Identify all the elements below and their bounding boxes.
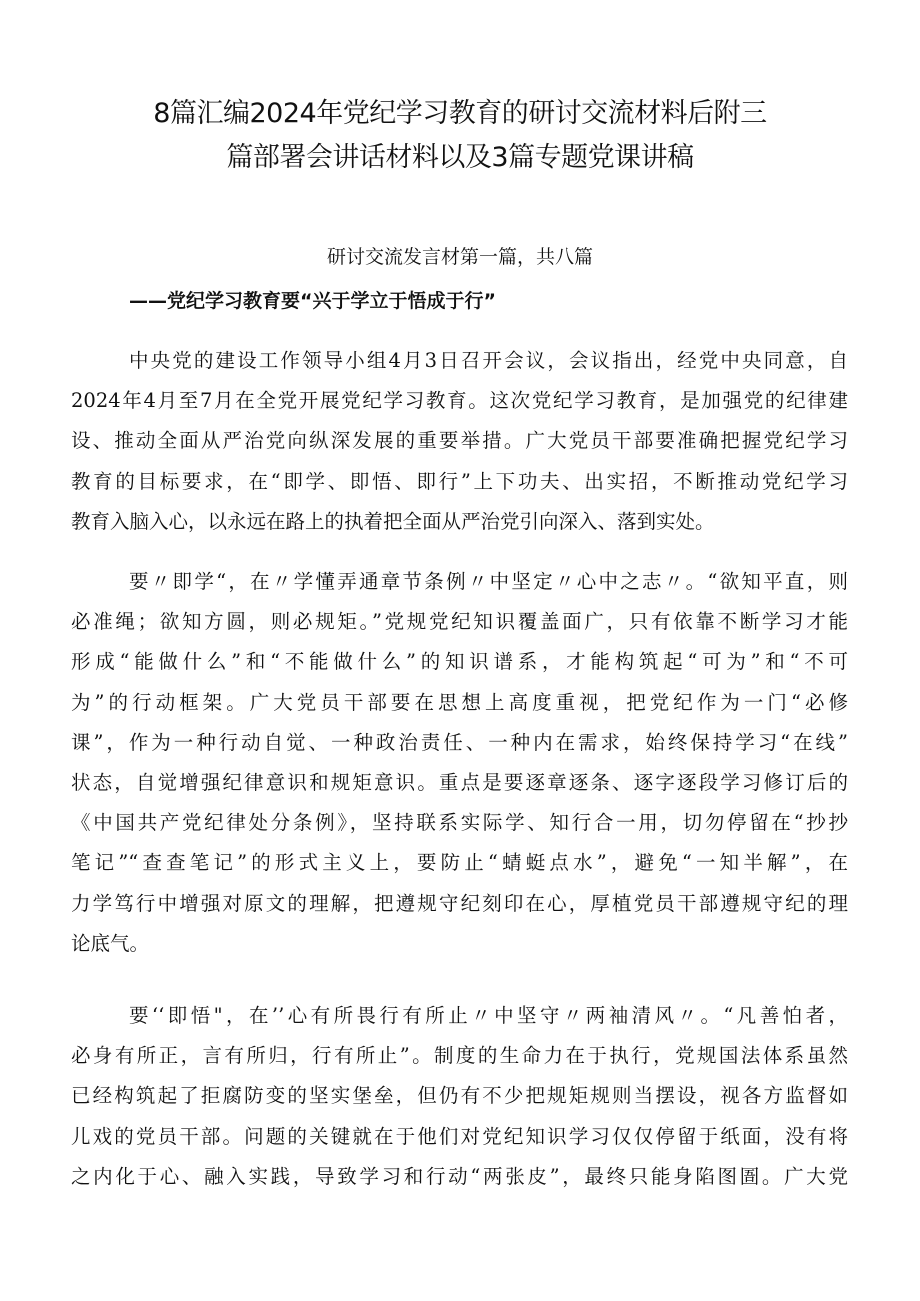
paragraph-line: 教育入脑入心，以永远在路上的执着把全面从严治党引向深入、落到实处。 <box>71 509 715 533</box>
paragraph-line: 教育的目标要求，在“即学、即悟、即行”上下功夫、出实招，不断推动党纪学习 <box>71 469 848 493</box>
paragraph-line: 力学笃行中增强对原文的理解，把遵规守纪刻印在心，厚植党员干部遵规守纪的理 <box>71 891 848 915</box>
section-tagline: ——党纪学习教育要“兴于学立于悟成于行” <box>129 290 496 312</box>
paragraph-line: 状态，自觉增强纪律意识和规矩意识。重点是要逐章逐条、逐字逐段学习修订后的 <box>71 771 848 794</box>
paragraph-line: 儿戏的党员干部。问题的关键就在于他们对党纪知识学习仅仅停留于纸面，没有将 <box>71 1124 848 1148</box>
paragraph-line: 笔记”“查查笔记”的形式主义上，要防止“蜻蜓点水”，避免“一知半解”，在 <box>71 851 848 875</box>
paragraph-line: 形成“能做什么”和“不能做什么”的知识谱系，才能构筑起“可为”和“不可 <box>71 650 848 674</box>
paragraph-line: 设、推动全面从严治党向纵深发展的重要举措。广大党员干部要准确把握党纪学习 <box>71 429 848 453</box>
paragraph-line: 中央党的建设工作领导小组4月3日召开会议，会议指出，经党中央同意，自 <box>129 349 848 372</box>
paragraph-line: 之内化于心、融入实践，导致学习和行动“两张皮”，最终只能身陷图圄。广大党 <box>71 1164 848 1188</box>
paragraph-line: 课”，作为一种行动自觉、一种政治责任、一种内在需求，始终保持学习“在线” <box>71 730 848 754</box>
paragraph-line: 《中国共产党纪律处分条例》，坚持联系实际学、知行合一用，切勿停留在“抄抄 <box>71 811 848 835</box>
section-subheading: 研讨交流发言材第一篇，共八篇 <box>326 246 593 268</box>
paragraph-line: 为”的行动框架。广大党员干部要在思想上高度重视，把党纪作为一门“必修 <box>71 690 848 714</box>
paragraph-line: 要〃即学“，在〃学懂弄通章节条例〃中坚定〃心中之志〃。“欲知平直，则 <box>129 570 848 593</box>
paragraph-line: 已经构筑起了拒腐防变的坚实堡垒，但仍有不少把规矩规则当摆设，视各方监督如 <box>71 1084 848 1108</box>
paragraph-line: 2024年4月至7月在全党开展党纪学习教育。这次党纪学习教育，是加强党的纪律建 <box>71 389 848 413</box>
document-title-line-2: 篇部署会讲话材料以及3篇专题党课讲稿 <box>226 142 694 173</box>
paragraph-line: 论底气。 <box>71 931 150 955</box>
paragraph-line: 必准绳；欲知方圆，则必规矩。”党规党纪知识覆盖面广，只有依靠不断学习才能 <box>71 610 848 634</box>
paragraph-line: 必身有所正，言有所归，行有所止”。制度的生命力在于执行，党规国法体系虽然 <box>71 1044 848 1068</box>
paragraph-line: 要‘‘即悟"，在’’心有所畏行有所止〃中坚守〃两袖清风〃。“凡善怕者， <box>129 1004 848 1027</box>
document-title-line-1: 8篇汇编2024年党纪学习教育的研讨交流材料后附三 <box>153 98 767 129</box>
